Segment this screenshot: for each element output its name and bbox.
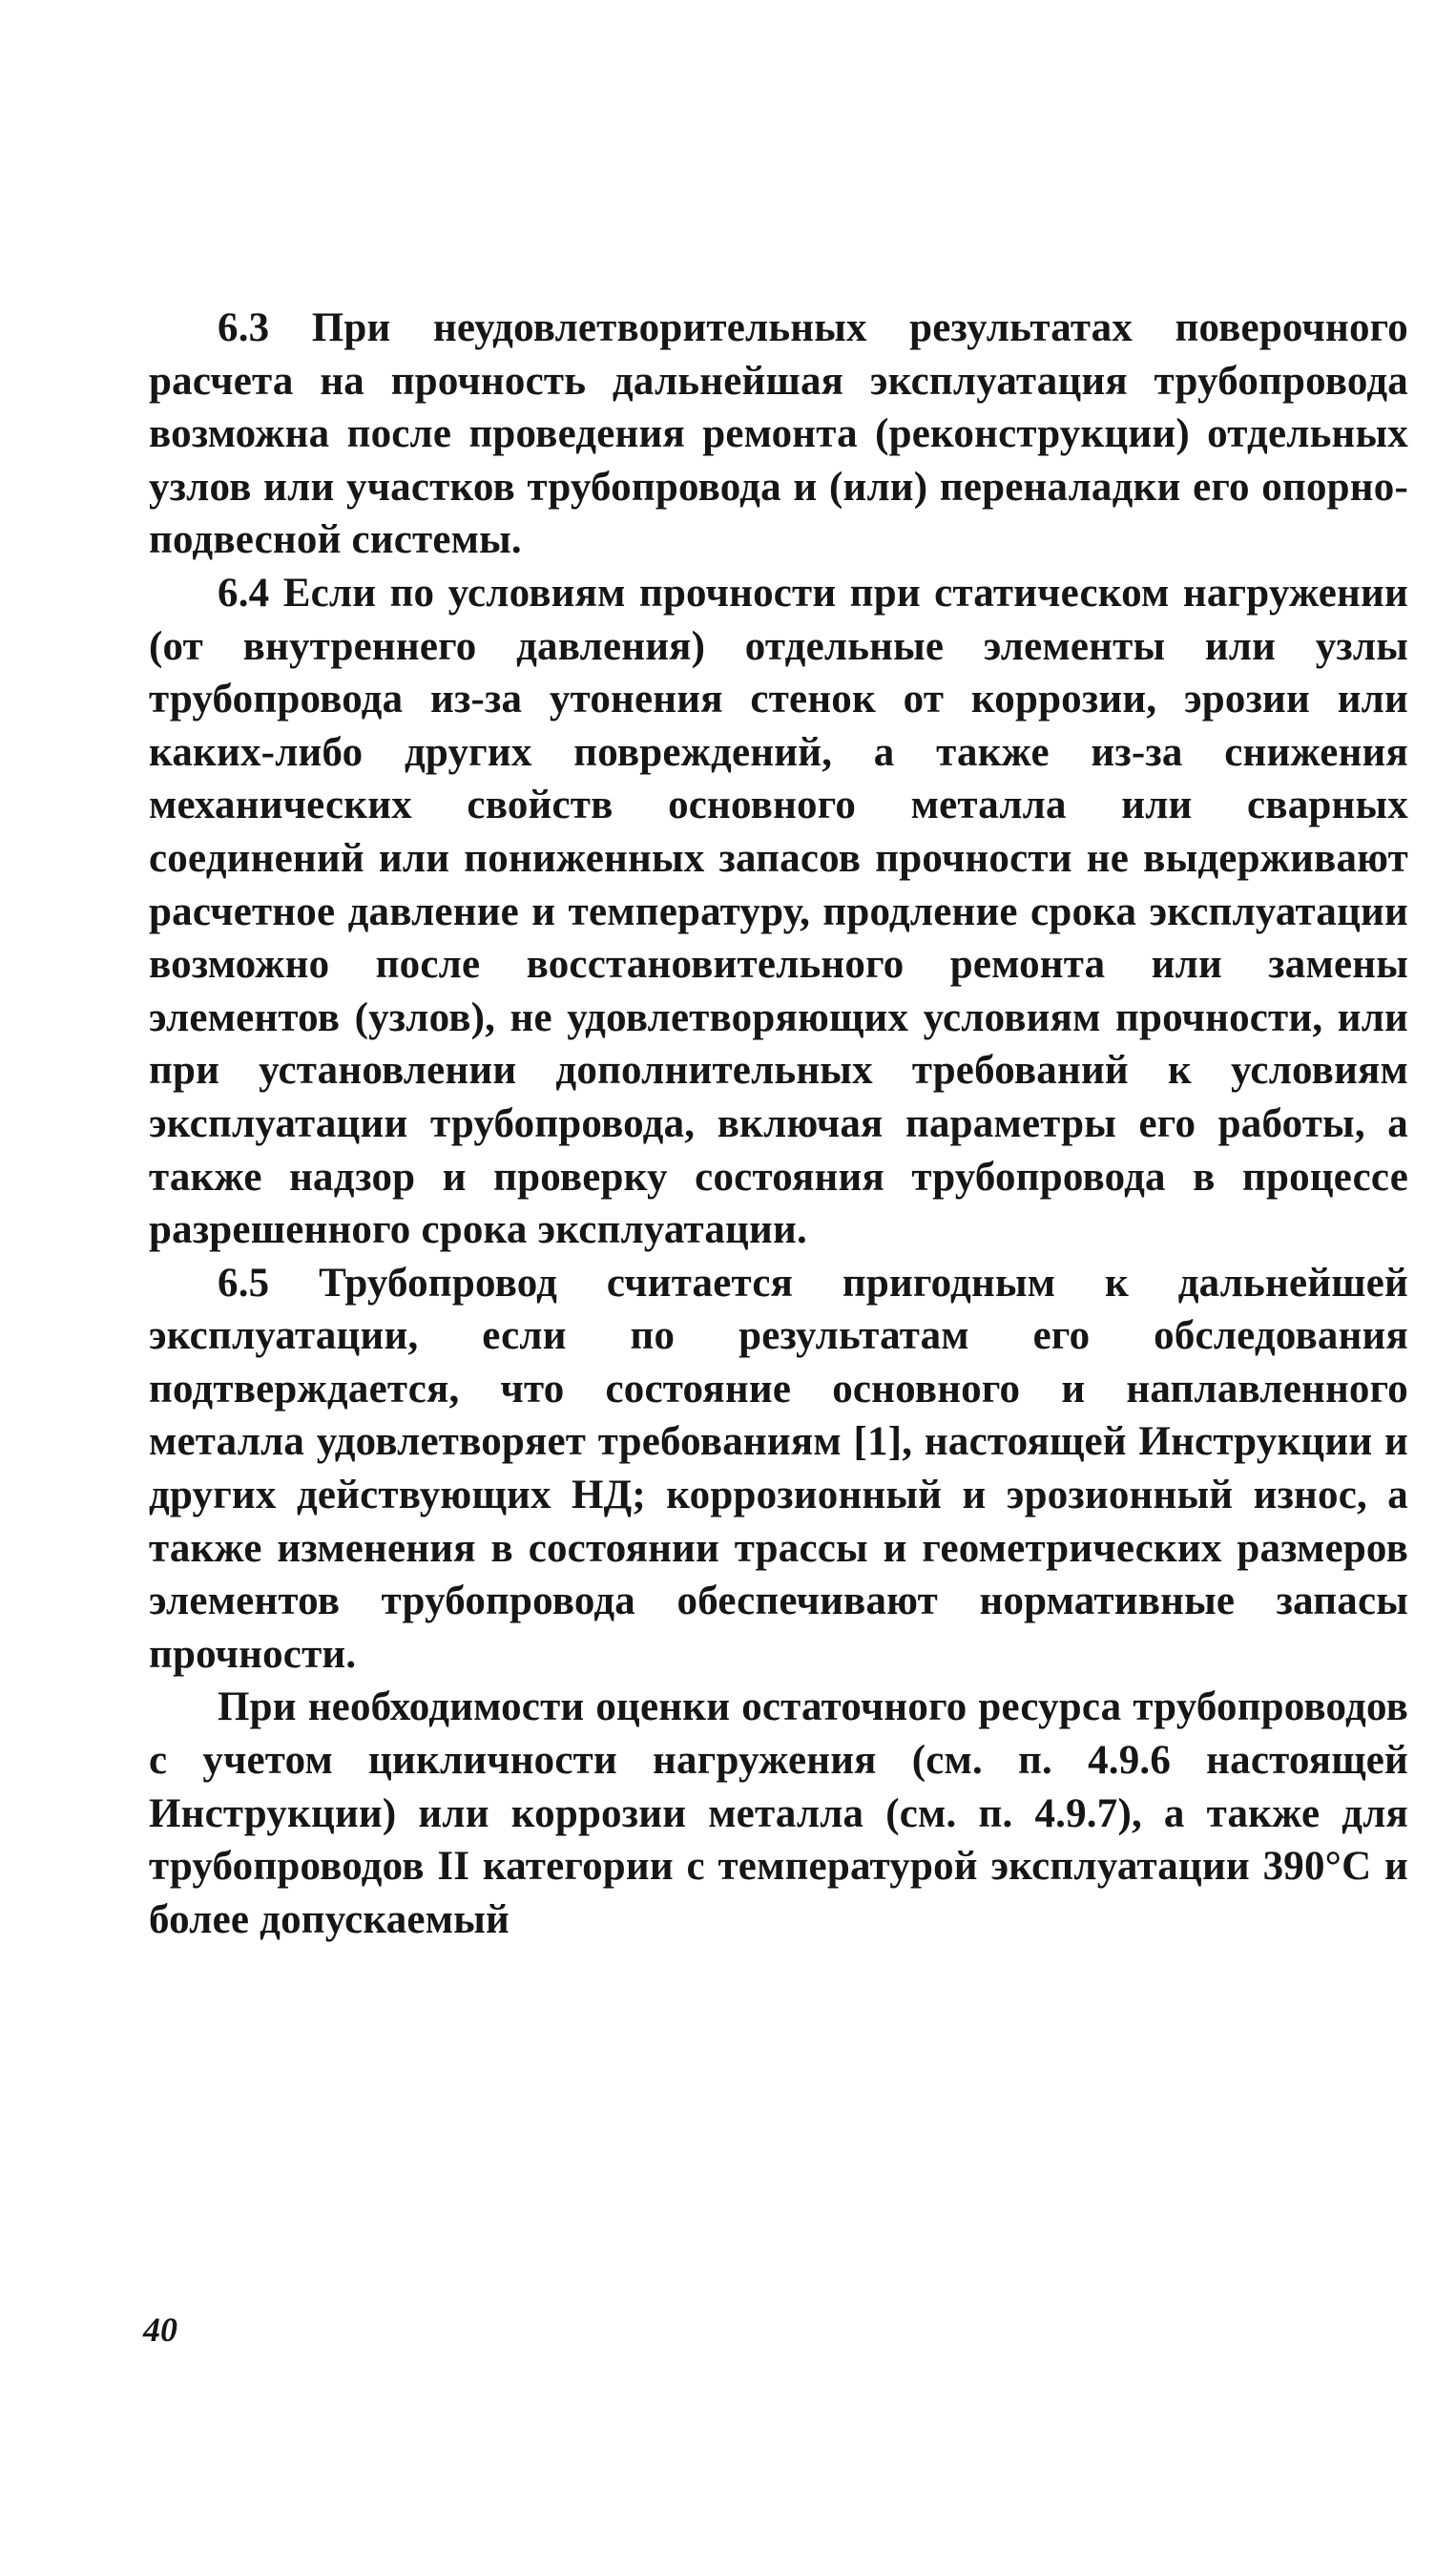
section-number: 6.4	[218, 570, 270, 616]
paragraph-6-4	[149, 567, 1408, 1257]
paragraph-text: При необходимости оценки остаточного ресурса трубопроводов с учетом цикличности нагружения (см. п. 4.9.6 настоящей Инструкции) или коррозии металла (см. п. 4.9.7), а также для трубопроводов II категории с температурой эксплуатации 390°С и более допускаемый	[149, 1684, 1408, 1942]
paragraph-continuation	[149, 1681, 1408, 1946]
paragraph-6-5	[149, 1257, 1408, 1682]
paragraph-text: Если по условиям прочности при статическом нагружении (от внутреннего давления) отдельные элементы или узлы трубопровода из-за утонения стенок от коррозии, эрозии или каких-либо других повреждений, а также из-за снижения механических свойств основного металла или сварных соединений или пониженных запасов прочности не выдерживают расчетное давление и температуру, продление срока эксплуатации возможно после восстановительного ремонта или замены элементов (узлов), не удовлетворяющих условиям прочности, или при установлении дополнительных требований к условиям эксплуатации трубопровода, включая параметры его работы, а также надзор и проверку состояния трубопровода в процессе разрешенного срока эксплуатации.	[149, 570, 1408, 1253]
page-number: 40	[143, 2311, 177, 2349]
paragraph-text: Трубопровод считается пригодным к дальнейшей эксплуатации, если по результатам его обследования подтверждается, что состояние основного и наплавленного металла удовлетворяет требованиям [1], настоящей Инструкции и других действующих НД; коррозионный и эрозионный износ, а также изменения в состоянии трассы и геометрических размеров элементов трубопровода обеспечивают нормативные запасы прочности.	[149, 1260, 1408, 1677]
body-text	[149, 302, 1408, 1946]
paragraph-6-3	[149, 302, 1408, 567]
section-number: 6.3	[218, 305, 270, 350]
paragraph-text: При неудовлетворительных результатах поверочного расчета на прочность дальнейшая эксплуатация трубопровода возможна после проведения ремонта (реконструкции) отдельных узлов или участков трубопровода и (или) переналадки его опорно-подвесной системы.	[149, 305, 1408, 563]
section-number: 6.5	[218, 1260, 270, 1306]
